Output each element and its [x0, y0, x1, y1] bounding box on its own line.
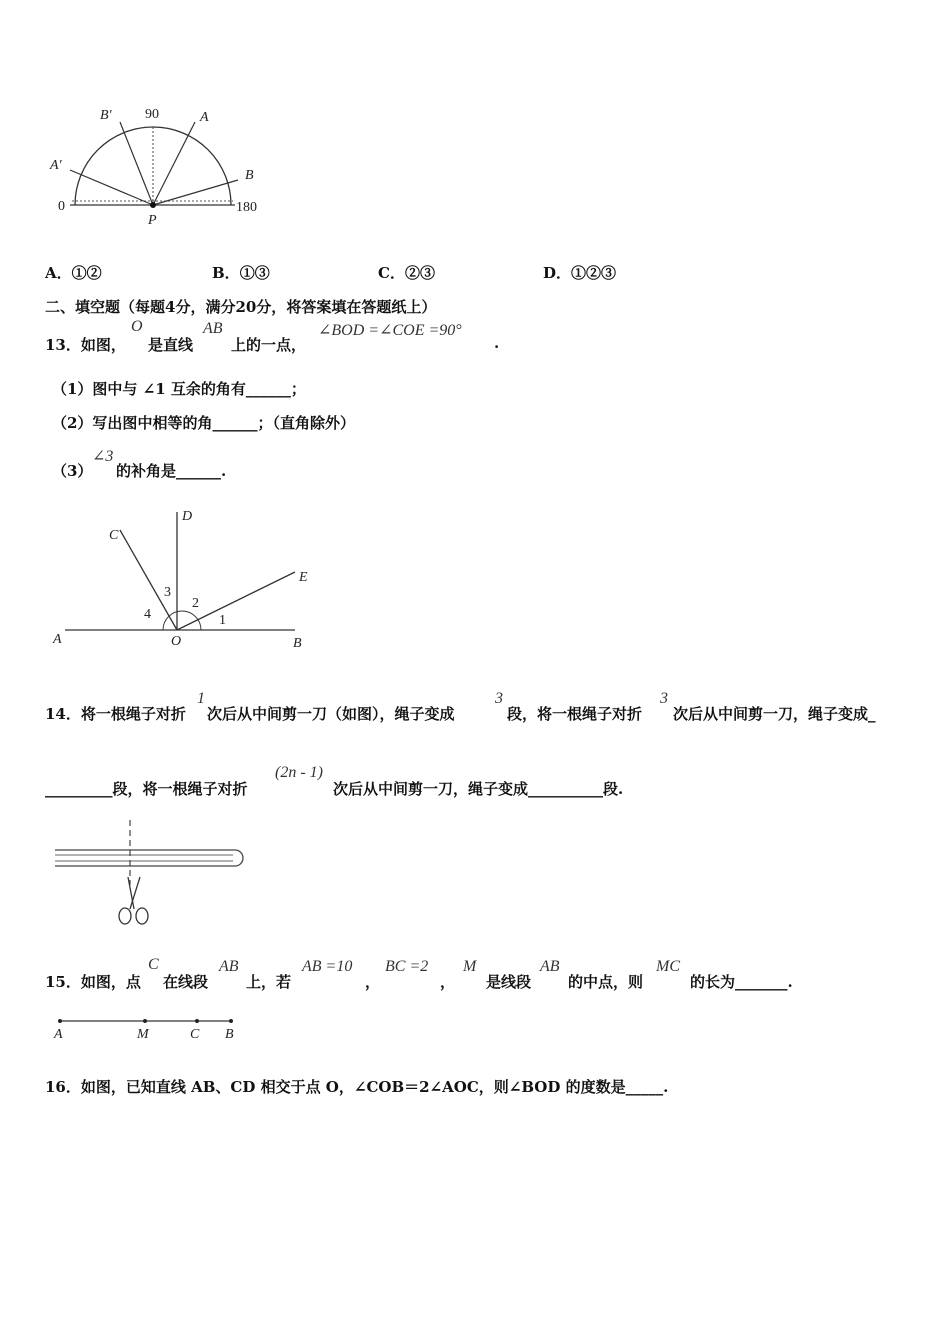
q13-line-ab: AB: [203, 320, 223, 337]
fig13-label-e: E: [299, 570, 308, 585]
label-b-prime: B′: [100, 108, 112, 123]
fig13-label-3: 3: [164, 585, 171, 600]
q13-point-o: O: [131, 318, 143, 335]
q15-cond2: BC =2: [385, 958, 429, 975]
q13-number: 13．如图，: [45, 336, 126, 354]
q15-part6: 的长为_______.: [690, 973, 793, 991]
q13-sub3-label: （3）: [52, 462, 93, 480]
q15-m: M: [463, 958, 477, 975]
fig13-label-1: 1: [219, 613, 226, 628]
q15-ab1: AB: [219, 958, 239, 975]
segment-figure: [45, 1010, 255, 1045]
q15-comma1: ，: [365, 973, 381, 991]
q14-part1: 14．将一根绳子对折: [45, 705, 186, 723]
q14-three-a: 3: [495, 690, 503, 707]
fig15-label-a: A: [54, 1027, 63, 1042]
q15-part2: 在线段: [163, 973, 209, 991]
q13-sub2: （2）写出图中相等的角______；（直角除外）: [52, 414, 355, 432]
fig13-label-a: A: [53, 632, 62, 647]
q14-one: 1: [197, 690, 205, 707]
q15-comma2: ，: [440, 973, 456, 991]
q15-mc: MC: [656, 958, 680, 975]
option-a[interactable]: A．①②: [45, 264, 102, 282]
q13-sub3-text: 的补角是______.: [116, 462, 227, 480]
q15-part3: 上，若: [246, 973, 292, 991]
label-p: P: [148, 213, 157, 228]
q13-end: .: [494, 334, 500, 352]
label-90: 90: [145, 107, 159, 122]
q15-part5: 的中点，则: [568, 973, 644, 991]
option-d[interactable]: D．①②③: [543, 264, 617, 282]
q15-c: C: [148, 956, 159, 973]
label-b: B: [245, 168, 254, 183]
q14-line2-part2: 次后从中间剪一刀，绳子变成__________段.: [333, 780, 624, 798]
scissors-icon: [119, 877, 148, 924]
q14-part2: 次后从中间剪一刀（如图），绳子变成: [207, 705, 455, 723]
label-a: A: [200, 110, 209, 125]
q13-sub1: （1）图中与 ∠1 互余的角有______；: [52, 380, 306, 398]
option-c[interactable]: C．②③: [378, 264, 435, 282]
label-a-prime: A′: [50, 158, 62, 173]
q15-part1: 15．如图，点: [45, 973, 141, 991]
option-b[interactable]: B．①③: [212, 264, 270, 282]
q15-cond1: AB =10: [302, 958, 353, 975]
q15-ab2: AB: [540, 958, 560, 975]
rope-scissors-figure: [50, 815, 250, 930]
q14-part4: 次后从中间剪一刀，绳子变成_: [673, 705, 876, 723]
fig13-label-4: 4: [144, 607, 151, 622]
q13-condition: ∠BOD =∠COE =90°: [318, 322, 462, 339]
label-180: 180: [236, 200, 257, 215]
fig15-label-m: M: [137, 1027, 149, 1042]
angle-figure: [45, 500, 325, 660]
section-heading: 二、填空题（每题4分，满分20分，将答案填在答题纸上）: [45, 298, 437, 316]
fig13-label-2: 2: [192, 596, 199, 611]
q14-three-b: 3: [660, 690, 668, 707]
label-0: 0: [58, 199, 65, 214]
fig15-label-b: B: [225, 1027, 234, 1042]
q13-text-line: 是直线: [148, 336, 194, 354]
q13-text-point: 上的一点，: [231, 336, 307, 354]
q15-part4: 是线段: [486, 973, 532, 991]
q16-text: 16．如图，已知直线 AB、CD 相交于点 O，∠COB＝2∠AOC，则∠BOD 的度数是_____.: [45, 1078, 669, 1096]
fig13-label-c: C: [109, 528, 119, 543]
q14-expr: (2n - 1): [275, 764, 323, 781]
protractor-figure: [40, 100, 280, 230]
q13-sub3-math: ∠3: [92, 448, 114, 465]
fig15-label-c: C: [190, 1027, 200, 1042]
q14-line2-part1: _________段，将一根绳子对折: [45, 780, 248, 798]
fig13-label-d: D: [182, 509, 193, 524]
fig13-label-b: B: [293, 636, 302, 651]
q14-part3: 段，将一根绳子对折: [507, 705, 643, 723]
fig13-label-o: O: [171, 634, 182, 649]
